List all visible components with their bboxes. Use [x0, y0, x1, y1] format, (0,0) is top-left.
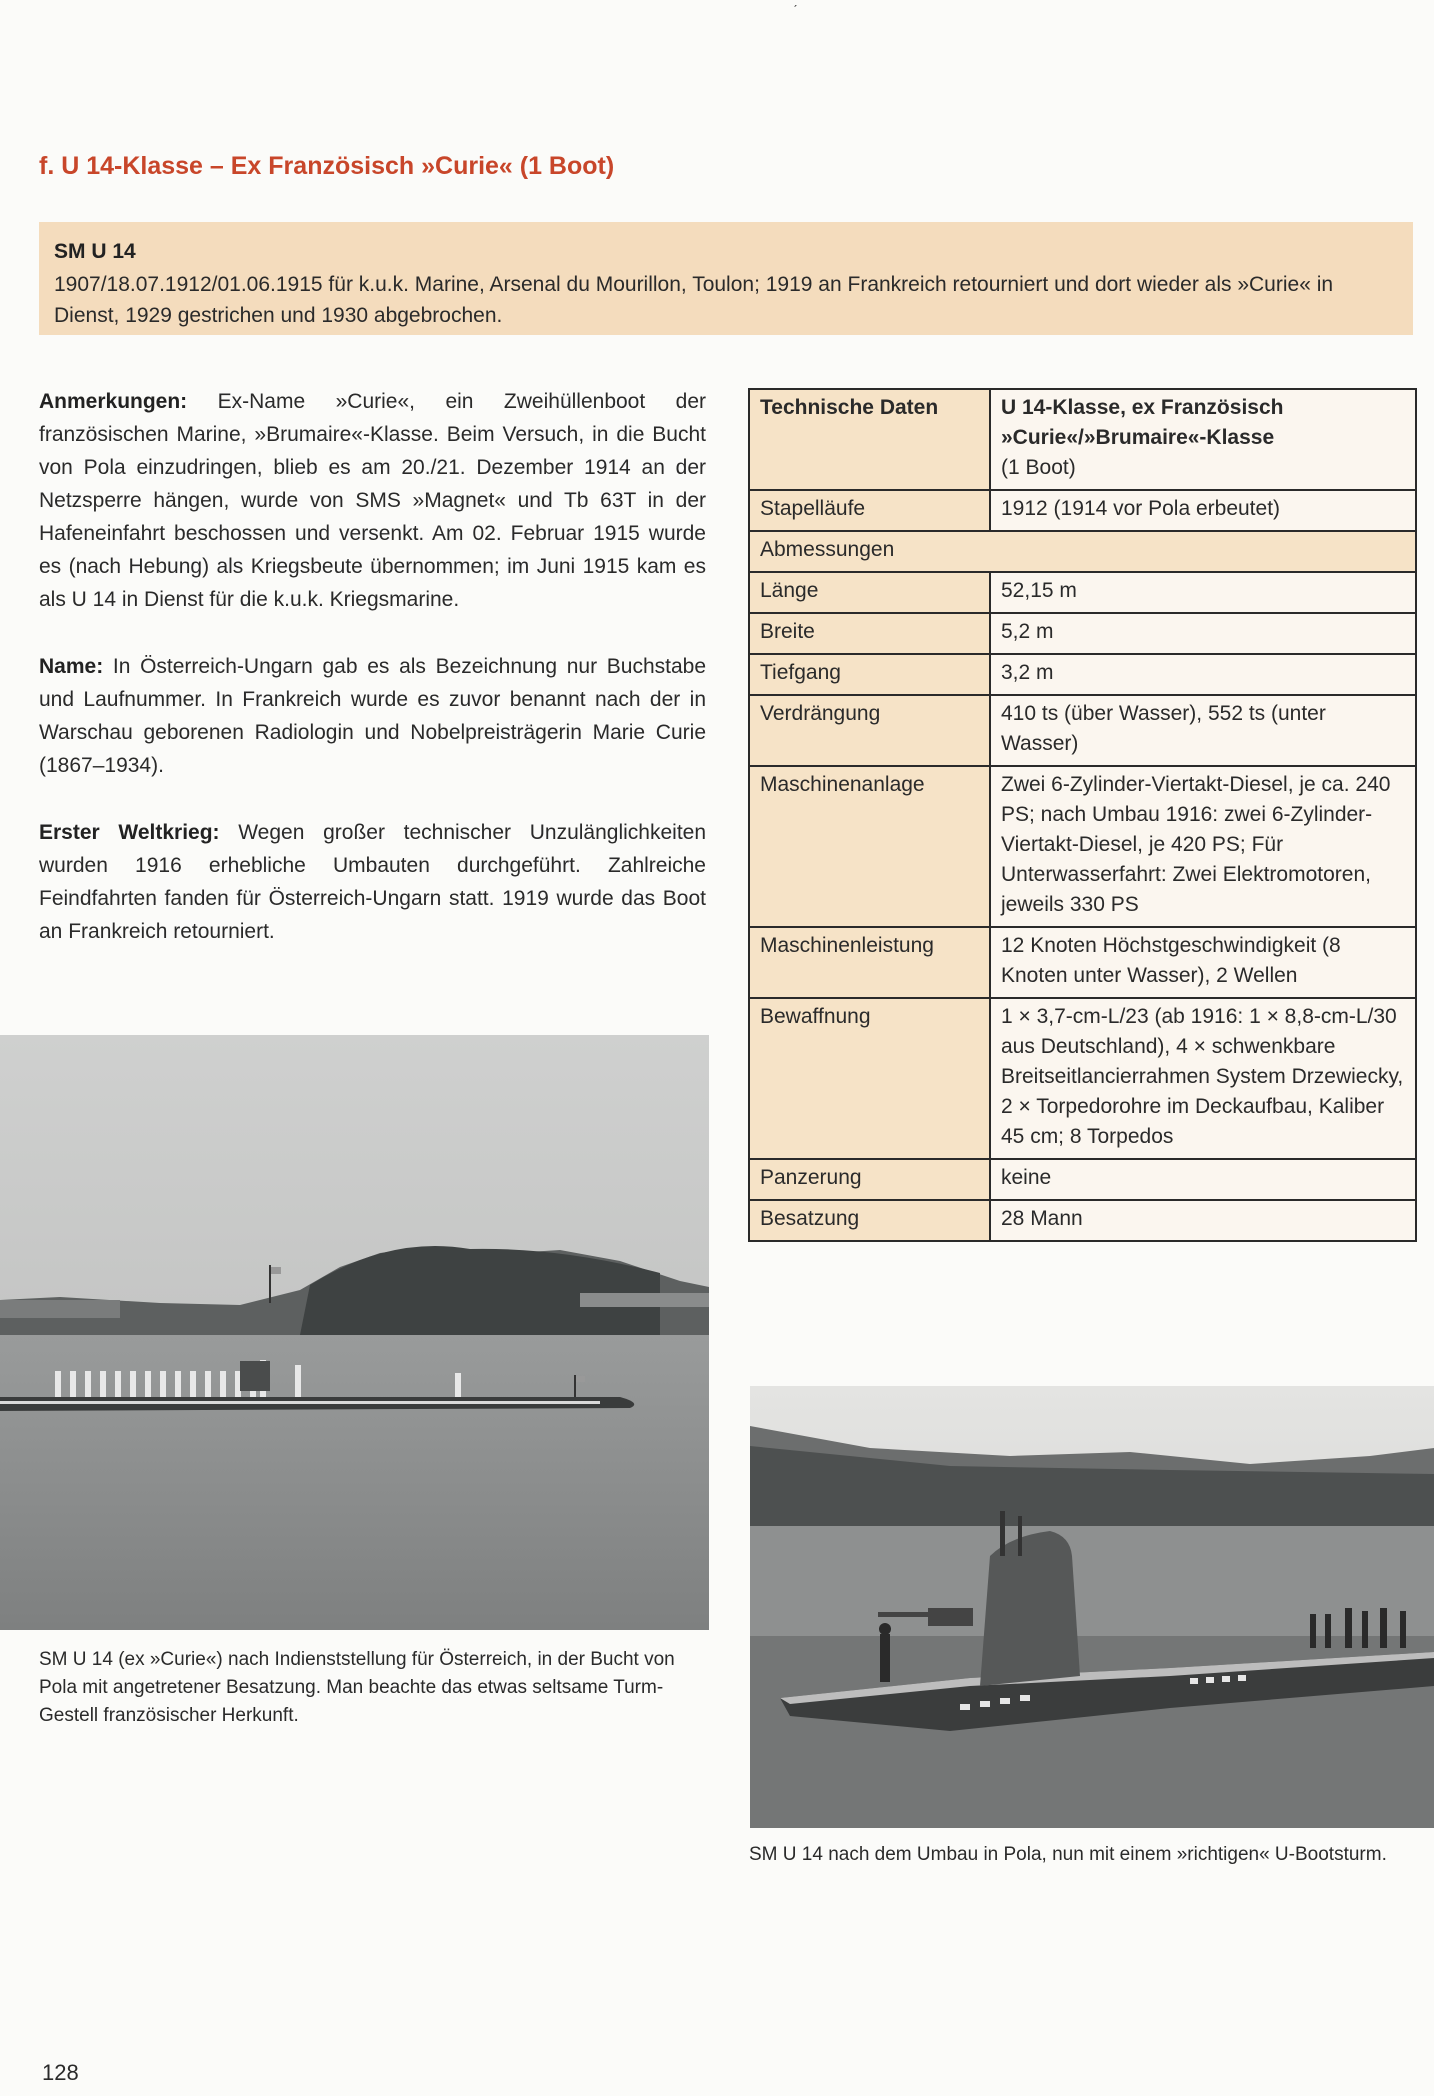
table-value: 1912 (1914 vor Pola erbeutet) — [990, 490, 1416, 531]
table-row — [749, 998, 1416, 1159]
submarine-rebuilt-photo — [750, 1386, 1434, 1828]
table-header-class: U 14-Klasse, ex Französisch »Curie«/»Brumaire«-Klasse — [1001, 396, 1284, 449]
table-value: 12 Knoten Höchstgeschwindigkeit (8 Knoten unter Wasser), 2 Wellen — [990, 927, 1416, 998]
table-row — [749, 613, 1416, 654]
paragraph-name — [39, 650, 706, 782]
table-row — [749, 695, 1416, 766]
paragraph-text: Ex-Name »Curie«, ein Zweihüllenboot der französischen Marine, »Brumaire«-Klasse. Beim Versuch, in die Bucht von Pola einzudringen, blieb es am 20./21. Dezember 1914 an der Netzsperre hängen, wurde von SMS »Magnet« und Tb 63T in der Hafeneinfahrt beschossen und versenkt. Am 02. Februar 1915 wurde es (nach Hebung) als Kriegsbeute übernommen; im Juni 1915 kam es als U 14 in Dienst für die k.u.k. Kriegsmarine. — [39, 390, 706, 611]
table-value: 28 Mann — [990, 1200, 1416, 1241]
paragraph-text: Wegen großer technischer Unzulänglichkeiten wurden 1916 erhebliche Umbauten durchgeführt. Zahlreiche Feindfahrten fanden für Österreich-Ungarn statt. 1919 wurde das Boot an Frankreich retourniert. — [39, 821, 707, 943]
table-value: keine — [990, 1159, 1416, 1200]
table-header-key: Technische Daten — [749, 389, 990, 490]
table-row — [749, 927, 1416, 998]
infobox-title: SM U 14 — [54, 240, 136, 263]
table-row — [749, 1159, 1416, 1200]
page-number: 128 — [42, 2060, 79, 2085]
table-key: Tiefgang — [749, 654, 990, 695]
paragraph-anmerkungen — [39, 385, 706, 616]
table-value: Zwei 6-Zylinder-Viertakt-Diesel, je ca. 240 PS; nach Umbau 1916: zwei 6-Zylinder-Viertakt-Diesel, je 420 PS; Für Unterwasserfahrt: Zwei Elektromotoren, jeweils 330 PS — [990, 766, 1416, 927]
photo-caption-2: SM U 14 nach dem Umbau in Pola, nun mit einem »richtigen« U-Bootsturm. — [749, 1844, 1387, 1865]
paragraph-label: Name: — [39, 655, 104, 678]
table-key: Breite — [749, 613, 990, 654]
table-key: Maschinenleistung — [749, 927, 990, 998]
table-header-row — [749, 389, 1416, 490]
table-value: 3,2 m — [990, 654, 1416, 695]
table-key: Besatzung — [749, 1200, 990, 1241]
table-section-row — [749, 531, 1416, 572]
table-value: 52,15 m — [990, 572, 1416, 613]
table-row — [749, 490, 1416, 531]
table-key: Verdrängung — [749, 695, 990, 766]
paragraph-weltkrieg — [39, 816, 706, 948]
table-row — [749, 572, 1416, 613]
paragraph-label: Erster Weltkrieg: — [39, 821, 220, 844]
table-value: 1 × 3,7-cm-L/23 (ab 1916: 1 × 8,8-cm-L/30 aus Deutschland), 4 × schwenkbare Breitseitlancierrahmen System Drzewiecky, 2 × Torpedorohre im Deckaufbau, Kaliber 45 cm; 8 Torpedos — [990, 998, 1416, 1159]
table-key: Panzerung — [749, 1159, 990, 1200]
table-key: Länge — [749, 572, 990, 613]
submarine-crew-photo — [0, 1035, 709, 1630]
table-value: 410 ts (über Wasser), 552 ts (unter Wasser) — [990, 695, 1416, 766]
paragraph-text: In Österreich-Ungarn gab es als Bezeichnung nur Buchstabe und Laufnummer. In Frankreich wurde es zuvor benannt nach der in Warschau geborenen Radiologin und Nobelpreisträgerin Marie Curie (1867–1934). — [39, 655, 706, 777]
infobox-body: 1907/18.07.1912/01.06.1915 für k.u.k. Marine, Arsenal du Mourillon, Toulon; 1919 an Frankreich retourniert und dort wieder als »Curie« in Dienst, 1929 gestrichen und 1930 abgebrochen. — [54, 273, 1334, 327]
body-text — [39, 385, 706, 982]
table-header-value — [990, 389, 1416, 490]
technical-data-table — [748, 388, 1417, 1242]
paragraph-label: Anmerkungen: — [39, 390, 188, 413]
boat-infobox — [39, 222, 1413, 335]
table-header-count: (1 Boot) — [1001, 456, 1076, 479]
table-key: Stapelläufe — [749, 490, 990, 531]
section-heading: f. U 14-Klasse – Ex Französisch »Curie« (1 Boot) — [39, 152, 615, 180]
table-key: Bewaffnung — [749, 998, 990, 1159]
table-key: Maschinenanlage — [749, 766, 990, 927]
table-section-label: Abmessungen — [749, 531, 1416, 572]
table-row — [749, 654, 1416, 695]
scan-mark: ˊ — [793, 2, 798, 18]
table-row — [749, 766, 1416, 927]
table-row — [749, 1200, 1416, 1241]
photo-caption-1: SM U 14 (ex »Curie«) nach Indienststellung für Österreich, in der Bucht von Pola mit angetretener Besatzung. Man beachte das etwas seltsame Turm-Gestell französischer Herkunft. — [39, 1649, 675, 1726]
table-value: 5,2 m — [990, 613, 1416, 654]
